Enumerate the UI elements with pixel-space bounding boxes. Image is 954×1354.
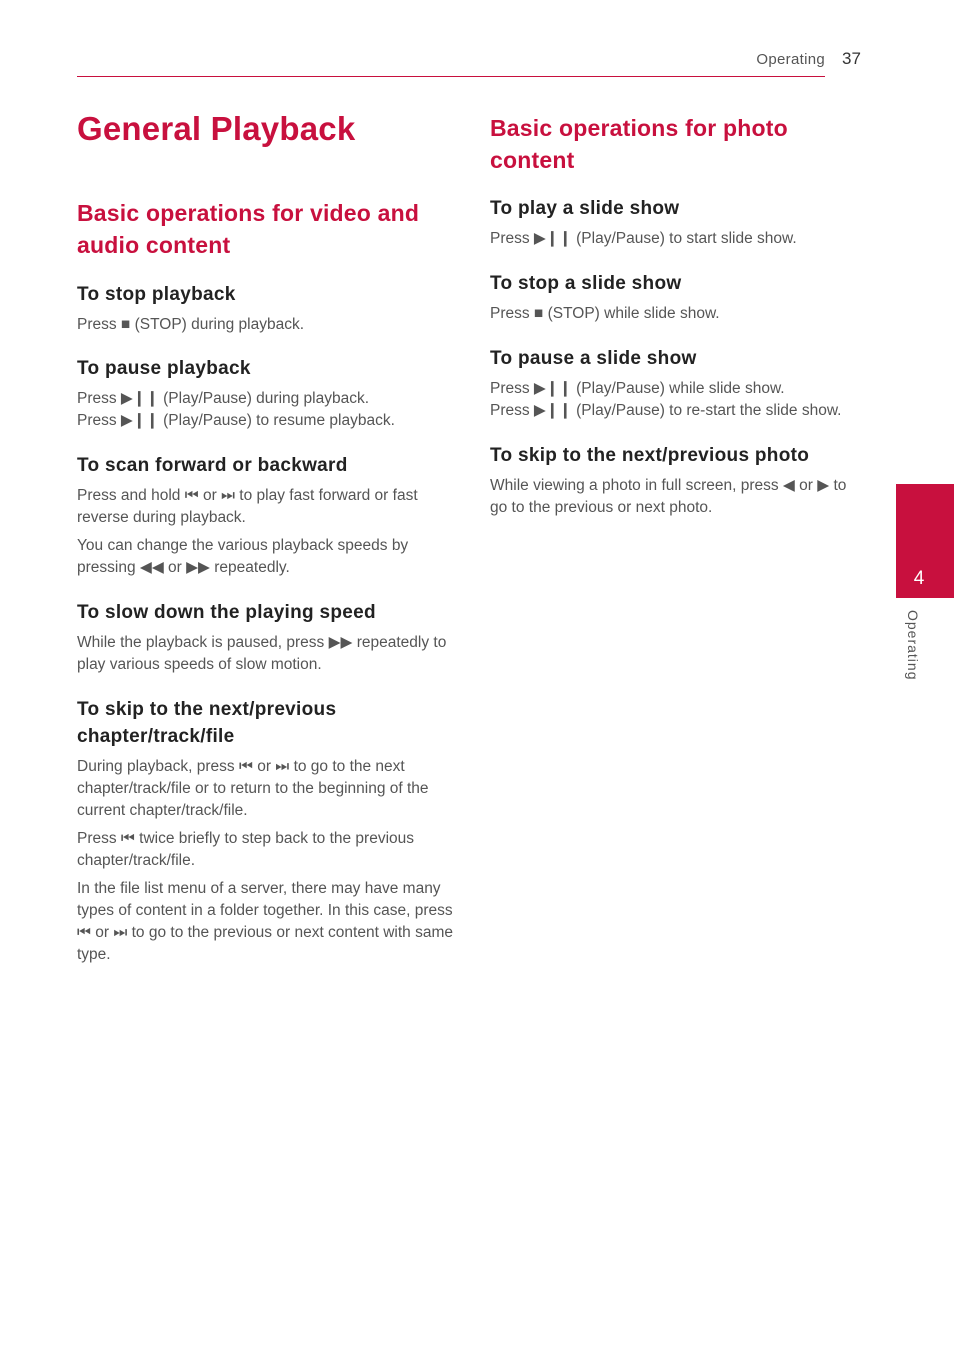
pause-playback-text-2: Press ▶❙❙ (Play/Pause) to resume playback. — [77, 412, 395, 429]
skip-text-1: During playback, press ⏮ or ⏭ to go to the next chapter/track/file or to return to the beginning of the current chapter/track/file. — [77, 758, 429, 819]
stop-playback-text: Press ■ (STOP) during playback. — [77, 316, 305, 333]
stop-slide-title: To stop a slide show — [490, 273, 682, 294]
skip-text-3: In the file list menu of a server, there may have many types of content in a folder together. In this case, press ⏮ or ⏭ to go to the previous or next content with same type. — [77, 880, 453, 963]
slow-text: While the playback is paused, press ▶▶ repeatedly to play various speeds of slow motion. — [77, 634, 447, 673]
chapter-tab — [896, 484, 954, 598]
stop-playback-title: To stop playback — [77, 284, 236, 305]
scan-title: To scan forward or backward — [77, 455, 348, 476]
pause-slide-title: To pause a slide show — [490, 348, 697, 369]
video-audio-heading: Basic operations for video and audio content — [77, 200, 420, 258]
page-number: 37 — [842, 49, 861, 68]
page-header — [77, 48, 825, 77]
play-slide-text: Press ▶❙❙ (Play/Pause) to start slide show. — [490, 230, 797, 247]
pause-slide-text-1: Press ▶❙❙ (Play/Pause) while slide show. — [490, 380, 785, 397]
chapter-label: Operating — [905, 610, 921, 681]
photo-heading: Basic operations for photo content — [490, 115, 788, 173]
slow-title: To slow down the playing speed — [77, 602, 376, 623]
page-title: General Playback — [77, 110, 356, 147]
chapter-number: 4 — [913, 568, 925, 589]
header-section-name: Operating — [756, 51, 825, 68]
skip-text-2: Press ⏮ twice briefly to step back to the previous chapter/track/file. — [77, 830, 415, 869]
scan-text-1: Press and hold ⏮ or ⏭ to play fast forward or fast reverse during playback. — [77, 487, 418, 526]
play-slide-title: To play a slide show — [490, 198, 680, 219]
skip-photo-title: To skip to the next/previous photo — [490, 445, 810, 466]
scan-text-2: You can change the various playback speeds by pressing ◀◀ or ▶▶ repeatedly. — [77, 537, 409, 576]
stop-slide-text: Press ■ (STOP) while slide show. — [490, 305, 720, 322]
skip-title: To skip to the next/previous chapter/track/file — [77, 699, 337, 747]
skip-photo-text: While viewing a photo in full screen, press ◀ or ▶ to go to the previous or next photo. — [490, 477, 847, 516]
pause-playback-title: To pause playback — [77, 358, 251, 379]
pause-playback-text-1: Press ▶❙❙ (Play/Pause) during playback. — [77, 390, 370, 407]
pause-slide-text-2: Press ▶❙❙ (Play/Pause) to re-start the slide show. — [490, 402, 842, 419]
